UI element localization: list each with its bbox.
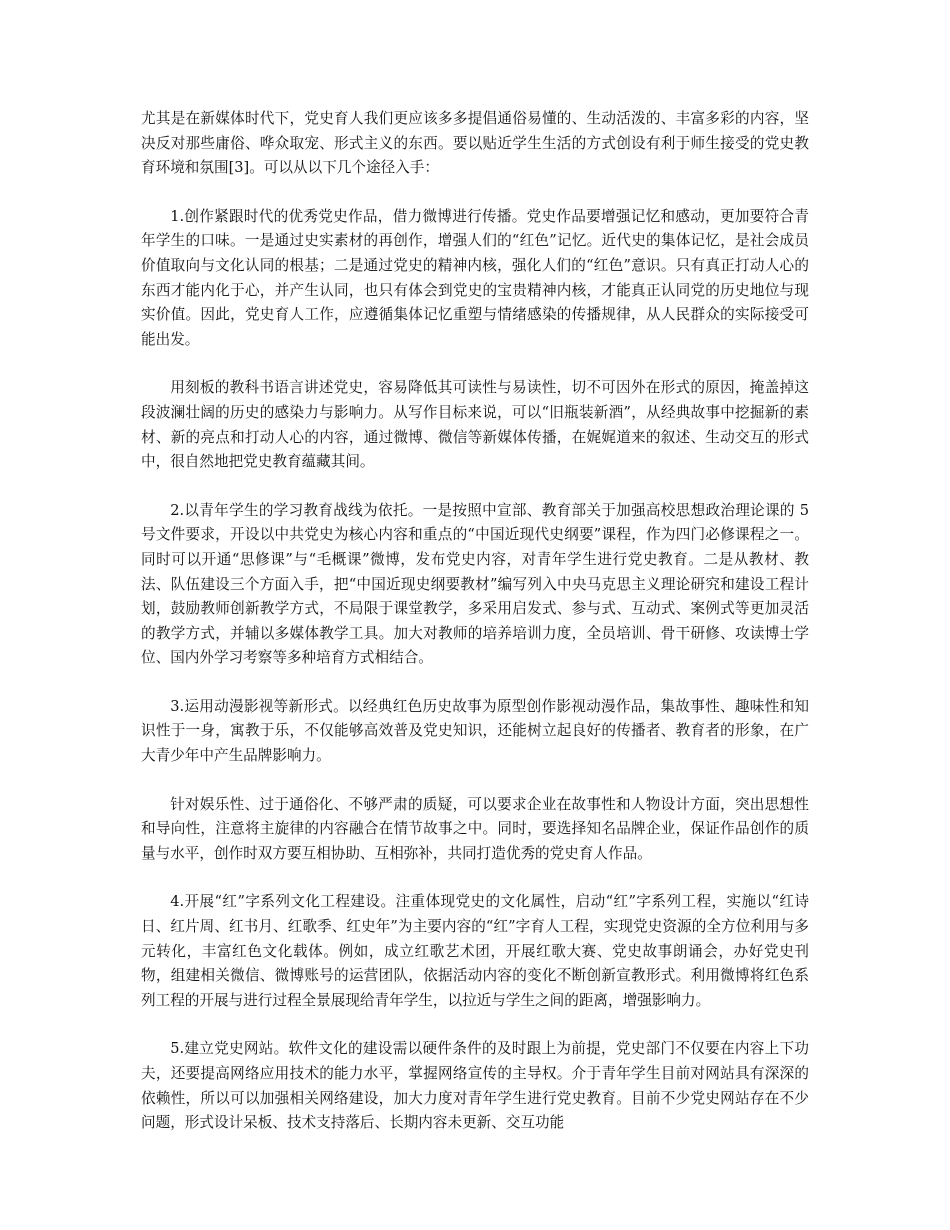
paragraph-item-1-detail: 用刻板的教科书语言讲述党史，容易降低其可读性与易读性，切不可因外在形式的原因，掩盖掉这段波澜壮阔的历史的感染力与影响力。从写作目标来说，可以“旧瓶装新酒”，从经典故事中挖掘新的素材、新的亮点和打动人心的内容，通过微博、微信等新媒体传播，在娓娓道来的叙述、生动交互的形式中，很自然地把党史教育蕴藏其间。 bbox=[141, 379, 809, 471]
paragraph-item-1: 1.创作紧跟时代的优秀党史作品，借力微博进行传播。党史作品要增强记忆和感动，更加要符合青年学生的口味。一是通过史实素材的再创作，增强人们的“红色”记忆。近代史的集体记忆，是社会成员价值取向与文化认同的根基；二是通过党史的精神内核，强化人们的“红色”意识。只有真正打动人心的东西才能内化于心，并产生认同，也只有体会到党史的宝贵精神内核，才能真正认同党的历史地位与现实价值。因此，党史育人工作，应遵循集体记忆重塑与情绪感染的传播规律，从人民群众的实际接受可能出发。 bbox=[141, 207, 809, 348]
paragraph-intro: 尤其是在新媒体时代下，党史育人我们更应该多多提倡通俗易懂的、生动活泼的、丰富多彩的内容，坚决反对那些庸俗、哗众取宠、形式主义的东西。要以贴近学生生活的方式创设有利于师生接受的党史教育环境和氛围[3]。可以从以下几个途径入手： bbox=[141, 110, 809, 177]
paragraph-item-4: 4.开展“红”字系列文化工程建设。注重体现党史的文化属性，启动“红”字系列工程，实施以“红诗日、红片周、红书月、红歌季、红史年”为主要内容的“红”字育人工程，实现党史资源的全方位利用与多元转化，丰富红色文化载体。例如，成立红歌艺术团，开展红歌大赛、党史故事朗诵会，办好党史刊物，组建相关微信、微博账号的运营团队，依据活动内容的变化不断创新宣教形式。利用微博将红色系列工程的开展与进行过程全景展现给青年学生，以拉近与学生之间的距离，增强影响力。 bbox=[141, 893, 809, 1009]
paragraph-item-3: 3.运用动漫影视等新形式。以经典红色历史故事为原型创作影视动漫作品，集故事性、趣味性和知识性于一身，寓教于乐，不仅能够高效普及党史知识，还能树立起良好的传播者、教育者的形象，在广大青少年中产生品牌影响力。 bbox=[141, 697, 809, 765]
paragraph-item-5: 5.建立党史网站。软件文化的建设需以硬件条件的及时跟上为前提，党史部门不仅要在内容上下功夫，还要提高网络应用技术的能力水平，掌握网络宣传的主导权。介于青年学生目前对网站具有深深的依赖性，所以可以加强相关网络建设，加大力度对青年学生进行党史教育。目前不少党史网站存在不少问题，形式设计呆板、技术支持落后、长期内容未更新、交互功能 bbox=[141, 1040, 809, 1132]
paragraph-item-3-detail: 针对娱乐性、过于通俗化、不够严肃的质疑，可以要求企业在故事性和人物设计方面，突出思想性和导向性，注意将主旋律的内容融合在情节故事之中。同时，要选择知名品牌企业，保证作品创作的质量与水平，创作时双方要互相协助、互相弥补，共同打造优秀的党史育人作品。 bbox=[141, 795, 809, 862]
paragraph-item-2: 2.以青年学生的学习教育战线为依托。一是按照中宣部、教育部关于加强高校思想政治理论课的 5 号文件要求，开设以中共党史为核心内容和重点的“中国近现代史纲要”课程，作为四门必修课程之一。同时可以开通“思修课”与“毛概课”微博，发布党史内容，对青年学生进行党史教育。二是从教材、教法、队伍建设三个方面入手，把“中国近现史纲要教材”编写列入中央马克思主义理论研究和建设工程计划，鼓励教师创新教学方式，不局限于课堂教学，多采用启发式、参与式、互动式、案例式等更加灵活的教学方式，并辅以多媒体教学工具。加大对教师的培养培训力度，全员培训、骨干研修、攻读博士学位、国内外学习考察等多种培育方式相结合。 bbox=[141, 501, 809, 667]
document-body bbox=[141, 107, 809, 1160]
